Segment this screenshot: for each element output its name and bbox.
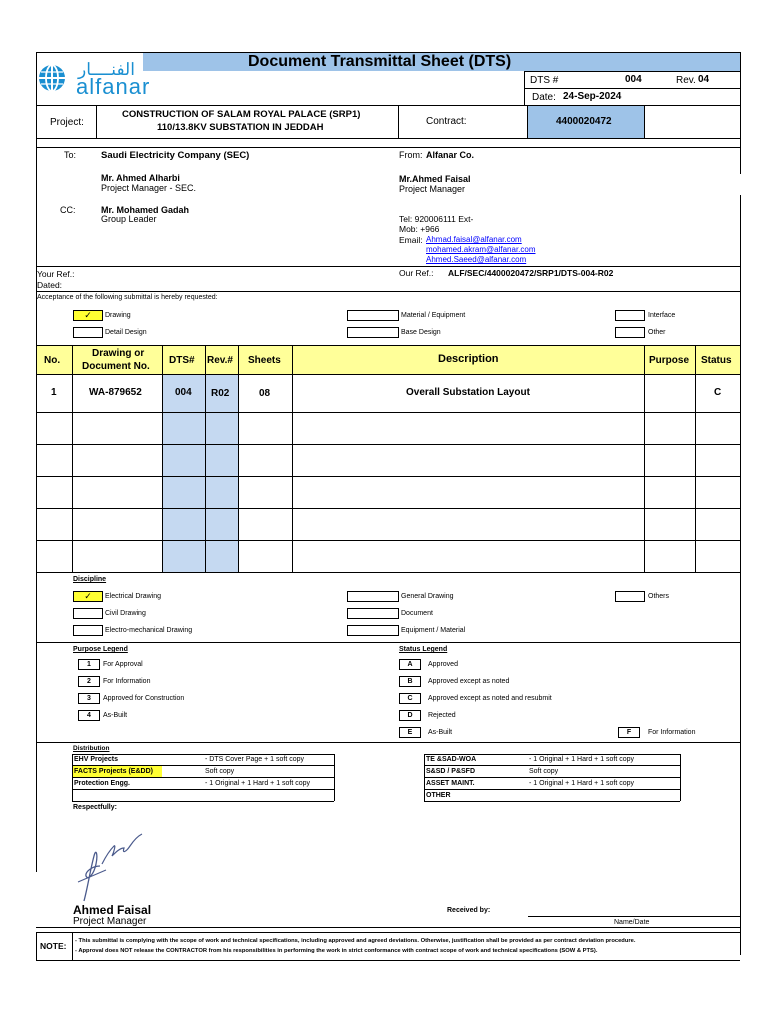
date-value: 24-Sep-2024 [563,91,622,102]
purpose-label-3: Approved for Construction [103,695,185,702]
your-ref-label: Your Ref.: [37,269,75,279]
status-code-d: D [399,710,421,721]
from-role: Project Manager [399,184,466,194]
material-label: Material / Equipment [401,312,466,319]
status-label-b: Approved except as noted [428,678,510,685]
from-company: Alfanar Co. [426,150,475,160]
col-header-dts: DTS# [169,355,195,366]
dist-right-name-1: TE &SAD-WOA [426,756,477,763]
base-design-checkbox[interactable] [347,327,399,338]
from-tel: Tel: 920006111 Ext- [399,214,474,224]
interface-checkbox[interactable] [615,310,645,321]
dist-right-copy-2: Soft copy [529,768,559,775]
electrical-checkbox[interactable]: ✓ [73,591,103,602]
row-doc-no: WA-879652 [89,387,142,398]
logo-text: alfanar [76,74,151,99]
to-company: Saudi Electricity Company (SEC) [101,150,250,161]
signatory-name: Ahmed Faisal [73,903,152,917]
dts-number: 004 [625,74,642,85]
cc-role: Group Leader [101,214,157,224]
interface-label: Interface [648,312,676,319]
company-logo [38,58,168,98]
purpose-code-1: 1 [78,659,100,670]
col-header-purpose: Purpose [649,355,690,366]
col-header-description: Description [438,353,499,365]
name-date-label: Name/Date [614,919,650,926]
status-code-b: B [399,676,421,687]
our-ref-label: Our Ref.: [399,268,434,278]
note-label: NOTE: [40,941,67,951]
signatory-role: Project Manager [73,916,147,927]
status-label-e: As-Built [428,729,453,736]
from-label: From: [399,150,423,160]
dist-left-copy-2: Soft copy [205,768,235,775]
dist-right-name-3: ASSET MAINT. [426,780,475,787]
others-label: Others [648,593,670,600]
status-code-a: A [399,659,421,670]
dist-left-copy-3: - 1 Original + 1 Hard + 1 soft copy [205,780,311,787]
from-email-label: Email: [399,235,423,245]
drawing-label: Drawing [105,312,131,319]
electrical-label: Electrical Drawing [105,593,162,600]
email-link-1[interactable]: Ahmad.faisal@alfanar.com [426,235,522,244]
row-status: C [714,387,722,398]
dist-right-copy-1: - 1 Original + 1 Hard + 1 soft copy [529,756,635,763]
electro-label: Electro-mechanical Drawing [105,627,193,634]
electro-checkbox[interactable] [73,625,103,636]
row-dts: 004 [175,387,192,398]
note-line-2: - Approval does NOT release the CONTRACTOR from his responsibilities in performing the work in strict conformance with contract scope of work and technical specifications (SOW & PTS). [75,948,598,954]
note-line-1: - This submittal is complying with the scope of work and technical specifications, including approved and agreed deviations. Otherwise, justification shall be provided as per contract deviation procedure. [75,938,636,944]
material-checkbox[interactable] [347,310,399,321]
status-code-c: C [399,693,421,704]
others-checkbox[interactable] [615,591,645,602]
detail-design-checkbox[interactable] [73,327,103,338]
equipment-label: Equipment / Material [401,627,466,634]
distribution-title: Distribution [73,745,110,752]
dist-left-name-1: EHV Projects [74,756,118,763]
col-header-rev: Rev.# [207,355,233,366]
status-label-f: For Information [648,729,696,736]
to-label: To: [64,150,77,160]
dist-left-name-2: FACTS Projects (E&DD) [74,768,153,775]
document-checkbox[interactable] [347,608,399,619]
detail-design-label: Detail Design [105,329,147,336]
project-name-line1: CONSTRUCTION OF SALAM ROYAL PALACE (SRP1) [122,109,361,120]
purpose-label-1: For Approval [103,661,143,668]
purpose-code-4: 4 [78,710,100,721]
dts-label: DTS # [530,75,559,86]
from-person: Mr.Ahmed Faisal [399,174,471,184]
equipment-checkbox[interactable] [347,625,399,636]
status-code-e: E [399,727,421,738]
purpose-code-3: 3 [78,693,100,704]
our-ref-value: ALF/SEC/4400020472/SRP1/DTS-004-R02 [448,268,614,278]
contract-label: Contract: [426,116,467,127]
acceptance-text: Acceptance of the following submittal is hereby requested: [37,294,218,301]
from-mob: Mob: +966 [399,224,440,234]
purpose-label-2: For Information [103,678,151,685]
civil-label: Civil Drawing [105,610,146,617]
col-header-drawing-2: Document No. [82,361,150,372]
status-label-c: Approved except as noted and resubmit [428,695,552,702]
purpose-legend-title: Purpose Legend [73,646,128,653]
to-role: Project Manager - SEC. [101,183,197,193]
cc-label: CC: [60,205,76,215]
respectfully-label: Respectfully: [73,804,117,811]
col-header-no: No. [44,355,61,366]
logo-arabic: الفنــــار [78,60,135,79]
base-design-label: Base Design [401,329,441,336]
other-checkbox[interactable] [615,327,645,338]
rev-number: 04 [698,74,710,85]
civil-checkbox[interactable] [73,608,103,619]
other-label: Other [648,329,666,336]
document-label: Document [401,610,433,617]
dist-right-copy-3: - 1 Original + 1 Hard + 1 soft copy [529,780,635,787]
purpose-label-4: As-Built [103,712,128,719]
row-no: 1 [51,387,57,398]
dist-left-name-3: Protection Engg. [74,780,130,787]
dist-right-name-4: OTHER [426,792,451,799]
general-checkbox[interactable] [347,591,399,602]
row-rev: R02 [211,388,230,399]
email-link-3[interactable]: Ahmed.Saeed@alfanar.com [426,255,527,264]
signature-image [76,826,146,906]
col-header-sheets: Sheets [248,355,281,366]
date-label: Date: [532,92,556,103]
row-sheets: 08 [259,388,271,399]
purpose-code-2: 2 [78,676,100,687]
rev-label: Rev. [676,75,696,86]
general-label: General Drawing [401,593,454,600]
project-label: Project: [50,117,84,128]
cc-person: Mr. Mohamed Gadah [101,205,190,215]
to-person: Mr. Ahmed Alharbi [101,173,180,183]
status-legend-title: Status Legend [399,646,448,653]
status-label-d: Rejected [428,712,456,719]
globe-icon [38,64,66,92]
status-label-a: Approved [428,661,458,668]
dist-left-copy-1: - DTS Cover Page + 1 soft copy [205,756,305,763]
row-description: Overall Substation Layout [406,387,530,398]
page-title: Document Transmittal Sheet (DTS) [248,53,512,70]
col-header-status: Status [701,355,732,366]
received-by-label: Received by: [447,907,491,914]
email-link-2[interactable]: mohamed.akram@alfanar.com [426,245,536,254]
project-name-line2: 110/13.8KV SUBSTATION IN JEDDAH [157,122,324,133]
dated-label: Dated: [37,280,63,290]
drawing-checkbox[interactable]: ✓ [73,310,103,321]
discipline-title: Discipline [73,576,107,583]
dist-right-name-2: S&SD / P&SFD [426,768,476,775]
status-code-f: F [618,727,640,738]
col-header-drawing-1: Drawing or [92,348,145,359]
contract-number: 4400020472 [556,116,612,127]
